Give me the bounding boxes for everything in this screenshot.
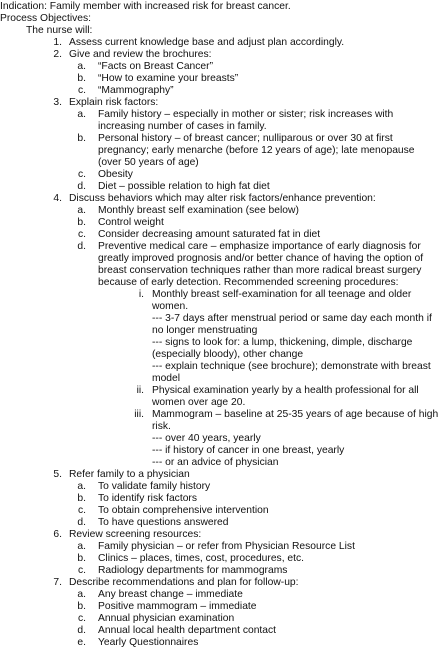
objective-4-item-a-text: Monthly breast self examination (see below) [98, 205, 299, 216]
objective-4-item-d-text: Preventive medical care – emphasize importance of early diagnosis for greatly improved prognosis and/or better chance of having the option of breast conservation techniques rather than more radical breast surgery because of early detection. Recommended screening procedures: [98, 241, 424, 288]
objective-6-item-b [72, 553, 443, 565]
objective-2-item-a-marker: a. [77, 61, 86, 72]
objective-2-item-b-marker: b. [77, 73, 86, 84]
objective-7-item-e-marker: e. [77, 637, 86, 648]
objective-3-item-b-marker: b. [77, 133, 86, 144]
objective-2-item-a-text: “Facts on Breast Cancer” [98, 61, 214, 72]
objective-3-marker: 3. [53, 97, 62, 108]
objective-4-item-c-marker: c. [77, 229, 86, 240]
objective-3-item-c-text: Obesity [98, 169, 133, 180]
screening-procedure-3 [128, 409, 443, 469]
objective-3-item-d-text: Diet – possible relation to high fat diet [98, 181, 270, 192]
nurse-will-line: The nurse will: [26, 25, 93, 36]
objective-5-item-b-marker: b. [77, 493, 86, 504]
objective-4-marker: 4. [53, 193, 62, 204]
objective-2-item-c-marker: c. [77, 85, 86, 96]
screening-procedure-3-text: Mammogram – baseline at 25-35 years of age because of high risk. --- over 40 years, yearly --- if history of cancer in one breast, yearly --- or an advice of physician [152, 409, 442, 469]
objective-3-text: Explain risk factors: [69, 97, 159, 108]
objective-4-item-d [72, 241, 443, 289]
objective-1-marker: 1. [53, 37, 62, 48]
objective-4-item-a-marker: a. [77, 205, 86, 216]
objective-2-item-a [72, 61, 443, 73]
objective-7-item-a-text: Any breast change – immediate [98, 589, 243, 600]
screening-procedure-2-text: Physical examination yearly by a health professional for all women over age 20. [152, 385, 419, 408]
objective-6-item-c [72, 565, 443, 577]
objective-6-item-a-text: Family physician – or refer from Physician Resource List [98, 541, 355, 552]
objective-7-item-b [72, 601, 443, 613]
objective-7-item-c-text: Annual physician examination [98, 613, 235, 624]
objective-7-item-c [72, 613, 443, 625]
objective-5-item-a-text: To validate family history [98, 481, 211, 492]
objective-2-item-b-text: “How to examine your breasts” [98, 73, 239, 84]
procedure-3-note-3: --- or an advice of physician [152, 457, 279, 468]
objective-4-item-b-marker: b. [77, 217, 86, 228]
objective-6-marker: 6. [53, 529, 62, 540]
objective-6-item-b-text: Clinics – places, times, cost, procedures, etc. [98, 553, 305, 564]
objective-4-text: Discuss behaviors which may alter risk factors/enhance prevention: [69, 193, 376, 204]
objective-7-item-b-text: Positive mammogram – immediate [98, 601, 257, 612]
objective-7-item-d-marker: d. [77, 625, 86, 636]
objective-7-text: Describe recommendations and plan for follow-up: [69, 577, 299, 588]
objective-6-item-b-marker: b. [77, 553, 86, 564]
objective-5-item-c-text: To obtain comprehensive intervention [98, 505, 269, 516]
objective-7-item-e [72, 637, 443, 649]
objective-6-item-c-marker: c. [77, 565, 86, 576]
procedure-1-note-3: --- explain technique (see brochure); demonstrate with breast model [152, 361, 431, 384]
objective-7-item-b-marker: b. [77, 601, 86, 612]
objective-4-item-b-text: Control weight [98, 217, 164, 228]
objective-2-marker: 2. [53, 49, 62, 60]
objective-4 [48, 193, 443, 205]
indication-line: Indication: Family member with increased risk for breast cancer. [0, 1, 291, 12]
objective-2-item-b [72, 73, 443, 85]
objective-3-item-d [72, 181, 443, 193]
objective-3 [48, 97, 443, 109]
procedure-3-note-2: --- if history of cancer in one breast, yearly [152, 445, 345, 456]
objective-3-item-a [72, 109, 443, 133]
process-objectives-heading: Process Objectives: [0, 13, 91, 24]
objective-3-item-a-marker: a. [77, 109, 86, 120]
objective-2 [48, 49, 443, 61]
objective-7-item-d [72, 625, 443, 637]
objective-3-item-c [72, 169, 443, 181]
objective-1-text: Assess current knowledge base and adjust plan accordingly. [69, 37, 345, 48]
objective-7-item-a-marker: a. [77, 589, 86, 600]
objective-5-item-d-marker: d. [77, 517, 86, 528]
objective-2-text: Give and review the brochures: [69, 49, 212, 60]
objective-5-item-c-marker: c. [77, 505, 86, 516]
screening-procedure-1-text: Monthly breast self-examination for all teenage and older women. --- 3-7 days after menstrual period or same day each month if no longer menstruating --- signs to look for: a lump, thickening, dimple, discharge (especially bloody), other change --- explain technique (see brochure); demonstrate with breast model [152, 289, 442, 385]
objective-5-item-b [72, 493, 443, 505]
screening-procedure-2 [128, 385, 443, 409]
objective-3-item-b-text: Personal history – of breast cancer; nulliparous or over 30 at first pregnancy; early menarche (before 12 years of age); late menopause (over 50 years of age) [98, 133, 415, 168]
objective-2-item-c-text: “Mammography” [98, 85, 174, 96]
objective-7-item-e-text: Yearly Questionnaires [98, 637, 199, 648]
procedure-1-note-2: --- signs to look for: a lump, thickening, dimple, discharge (especially bloody), other change [152, 337, 413, 360]
objective-4-item-b [72, 217, 443, 229]
screening-procedure-1-marker: i. [138, 289, 144, 300]
objective-3-item-d-marker: d. [77, 181, 86, 192]
objective-5-item-c [72, 505, 443, 517]
objective-7-item-a [72, 589, 443, 601]
objective-7 [48, 577, 443, 589]
objective-7-item-c-marker: c. [77, 613, 86, 624]
objective-5-item-d [72, 517, 443, 529]
objective-5-item-a-marker: a. [77, 481, 86, 492]
objective-5 [48, 469, 443, 481]
objectives-list [0, 37, 443, 649]
objective-5-item-a [72, 481, 443, 493]
objective-4-item-d-marker: d. [77, 241, 86, 252]
objective-5-item-d-text: To have questions answered [98, 517, 229, 528]
objective-3-item-c-marker: c. [77, 169, 86, 180]
objective-6-item-a-marker: a. [77, 541, 86, 552]
objective-4-item-c-text: Consider decreasing amount saturated fat in diet [98, 229, 321, 240]
objective-6-text: Review screening resources: [69, 529, 202, 540]
objective-2-item-c [72, 85, 443, 97]
objective-5-text: Refer family to a physician [69, 469, 190, 480]
screening-procedure-2-marker: ii. [136, 385, 144, 396]
screening-procedure-1 [128, 289, 443, 385]
objective-1 [48, 37, 443, 49]
objective-4-item-a [72, 205, 443, 217]
objective-3-item-a-text: Family history – especially in mother or sister; risk increases with increasing number of cases in family. [98, 109, 394, 132]
objective-6-item-a [72, 541, 443, 553]
objective-5-item-b-text: To identify risk factors [98, 493, 197, 504]
objective-7-marker: 7. [53, 577, 62, 588]
procedure-1-note-1: --- 3-7 days after menstrual period or same day each month if no longer menstruating [152, 313, 432, 336]
objective-4-item-c [72, 229, 443, 241]
objective-3-item-b [72, 133, 443, 169]
objective-5-marker: 5. [53, 469, 62, 480]
screening-procedure-3-marker: iii. [134, 409, 144, 420]
objective-7-item-d-text: Annual local health department contact [98, 625, 277, 636]
procedure-3-note-1: --- over 40 years, yearly [152, 433, 261, 444]
objective-6-item-c-text: Radiology departments for mammograms [98, 565, 288, 576]
objective-6 [48, 529, 443, 541]
